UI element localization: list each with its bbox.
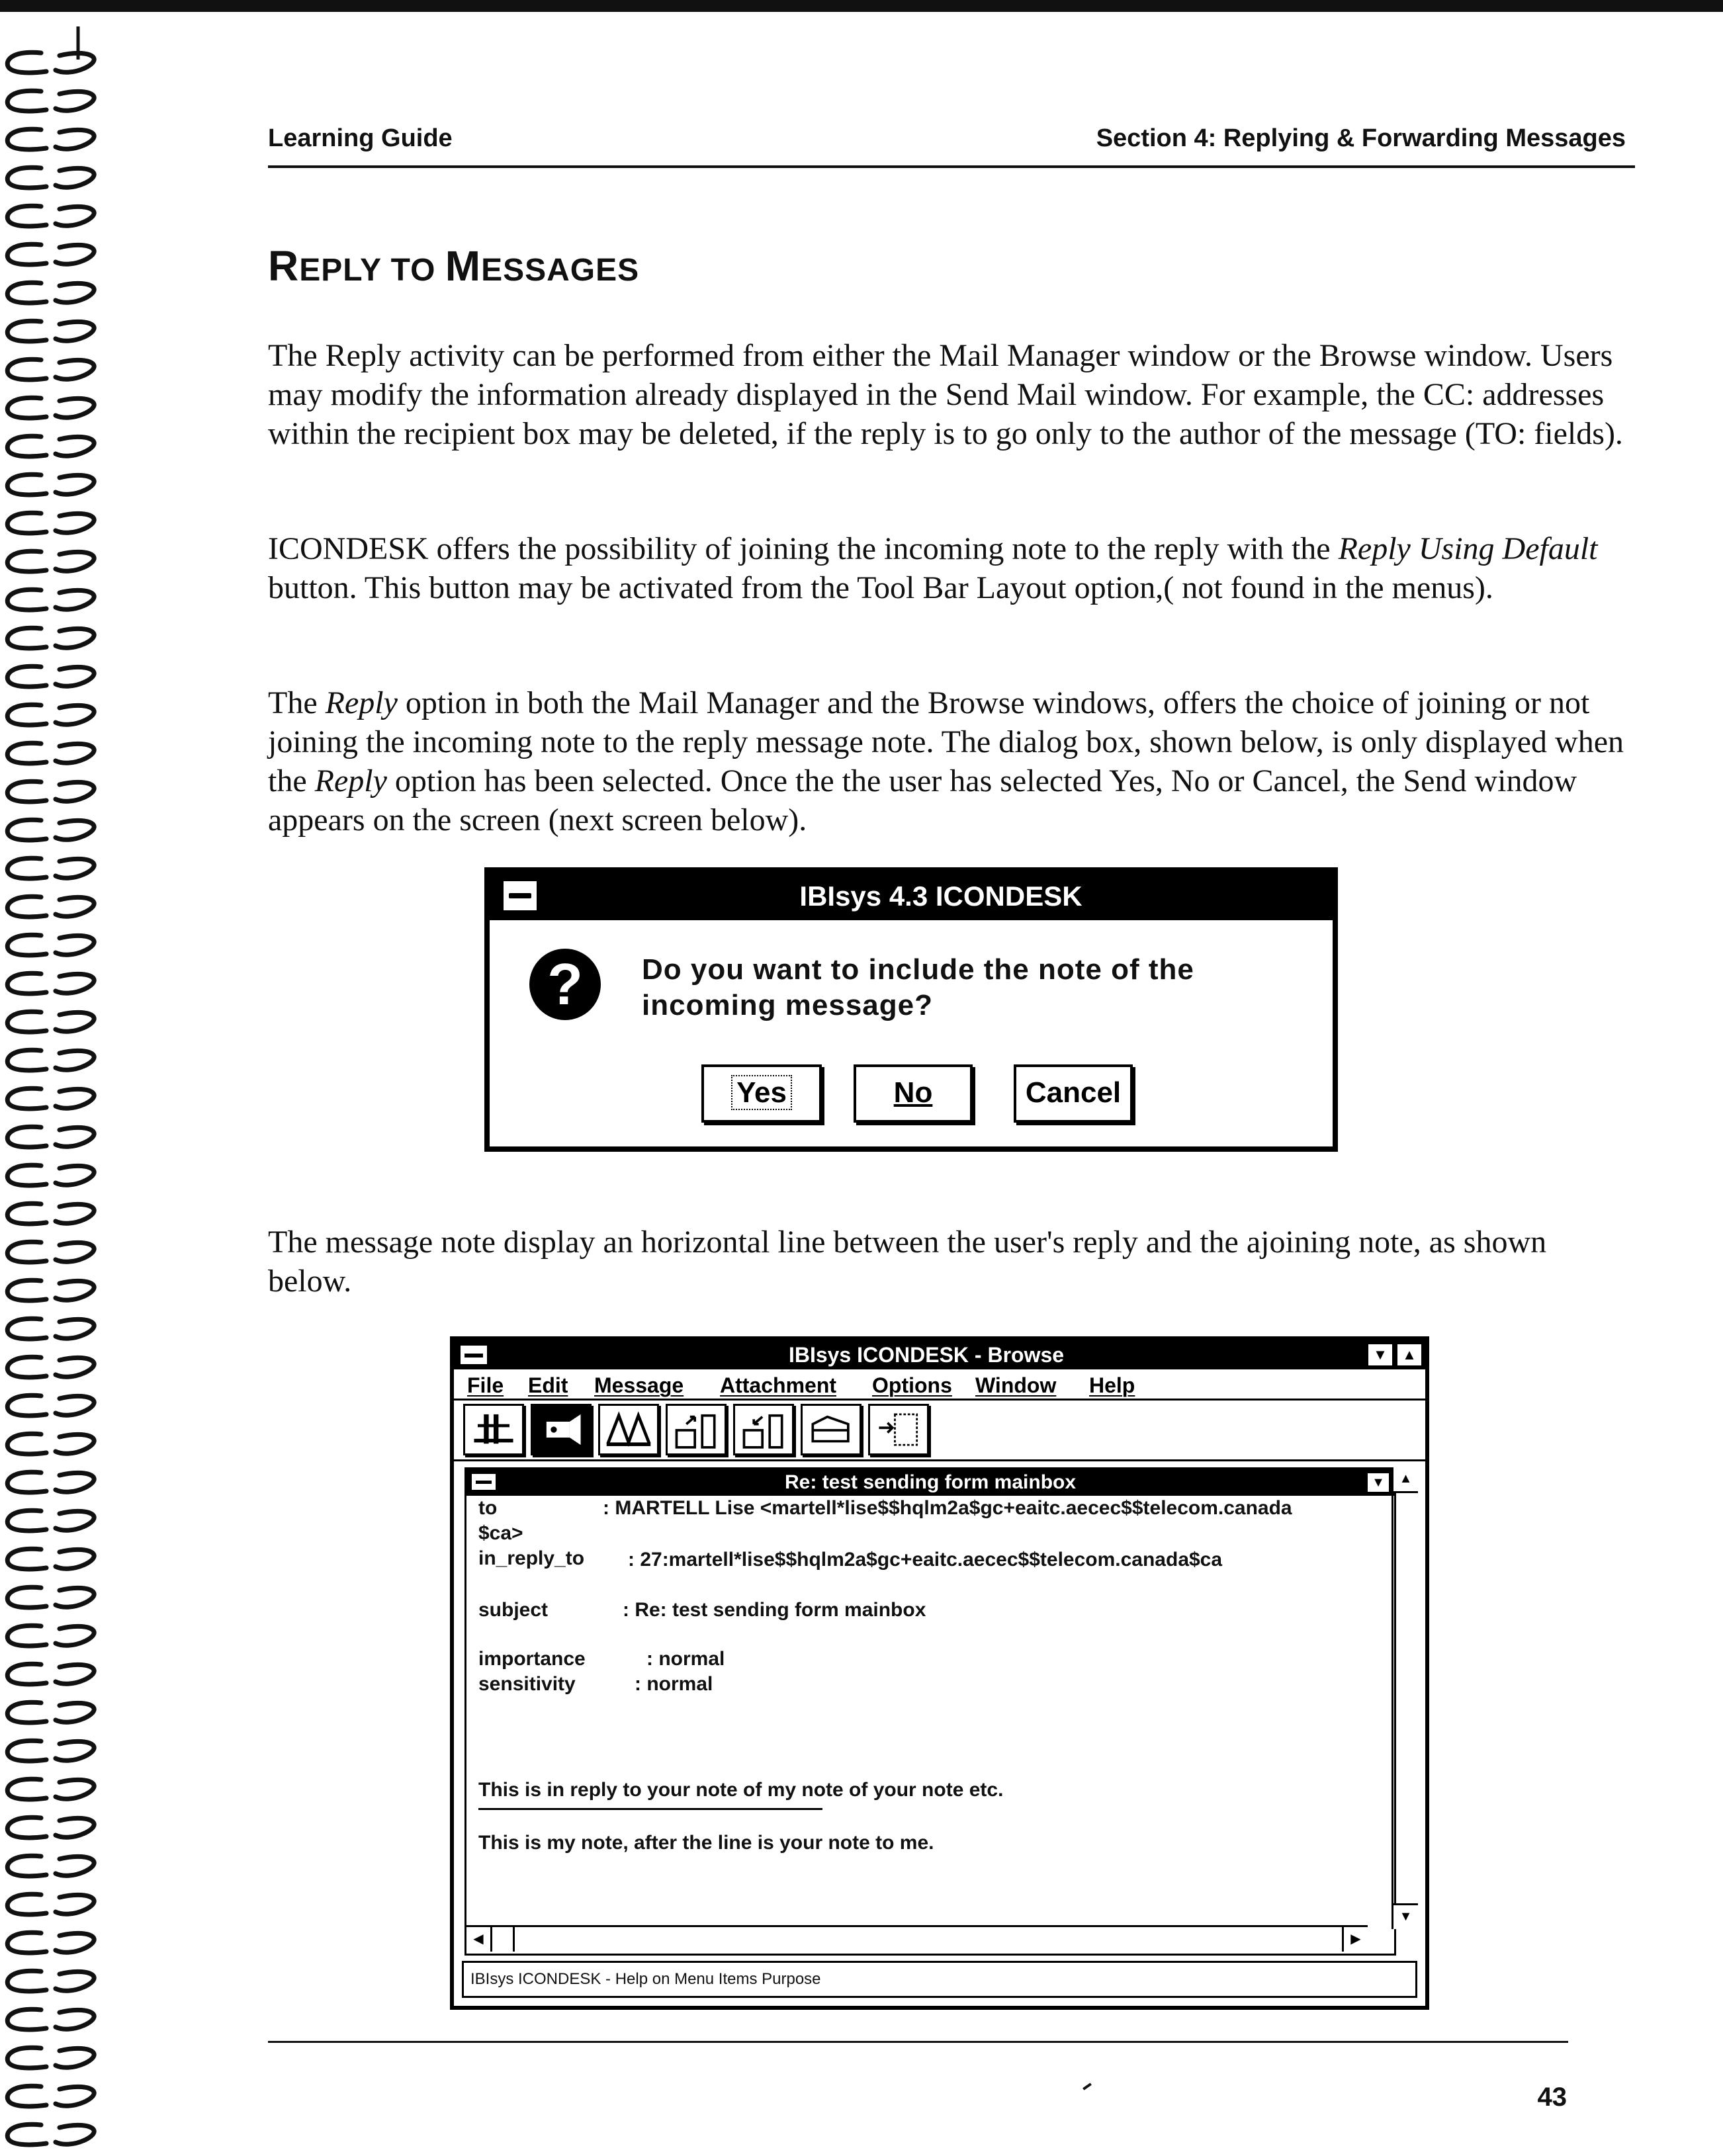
message-body[interactable] [478, 1496, 1368, 1927]
spiral-coil [7, 436, 94, 456]
to-value-continued: $ca> [478, 1522, 523, 1544]
exit-icon[interactable] [463, 1404, 524, 1455]
menu-help[interactable]: Help [1089, 1373, 1135, 1397]
spiral-coil [7, 589, 94, 610]
spiral-coil [7, 666, 94, 687]
spiral-coil [7, 858, 94, 879]
document-title: Re: test sending form mainbox [784, 1471, 1077, 1493]
spiral-coil [7, 820, 94, 840]
spiral-coil [7, 973, 94, 994]
spiral-coil [7, 1434, 94, 1454]
paragraph-3: The Reply option in both the Mail Manager and the Browse windows, offers the choice of joining or not joining the incoming note to the reply message note. The dialog box, shown below, is only displayed when the Reply option has been selected. Once the the user has selected Yes, No or Cancel, the Send window appears on the screen (next screen below). [268, 685, 1624, 838]
spiral-coil [7, 91, 94, 111]
in-reply-to-label: in_reply_to [478, 1547, 585, 1569]
spiral-coil [7, 896, 94, 917]
status-bar: IBIsys ICONDESK - Help on Menu Items Purpose [462, 1961, 1417, 1998]
spiral-coil [7, 705, 94, 725]
document-titlebar [466, 1469, 1394, 1496]
document-system-menu-icon[interactable] [470, 1473, 497, 1491]
header-rule [268, 165, 1635, 168]
spiral-coil [7, 1549, 94, 1569]
top-edge-bar [0, 0, 1723, 12]
horizontal-scrollbar[interactable] [466, 1925, 1368, 1954]
spiral-coil [7, 1395, 94, 1416]
scroll-down-icon[interactable]: ▼ [1393, 1903, 1418, 1929]
minimize-icon[interactable]: ▼ [1367, 1343, 1393, 1367]
spiral-coil [7, 1817, 94, 1838]
spiral-coil [7, 2048, 94, 2068]
menu-attachment[interactable]: Attachment [720, 1373, 837, 1397]
spiral-coil [7, 1894, 94, 1915]
page-title: REPLY TO MESSAGES [268, 242, 640, 290]
sensitivity-label: sensitivity [478, 1673, 576, 1695]
vertical-scrollbar[interactable] [1392, 1467, 1420, 1929]
spiral-coil [7, 1203, 94, 1224]
dialog-system-menu-icon[interactable] [502, 879, 539, 912]
spiral-coil [7, 129, 94, 150]
spiral-coil [7, 1856, 94, 1876]
spiral-coil [7, 2009, 94, 2030]
spiral-coil [7, 1280, 94, 1301]
reply-icon[interactable] [531, 1404, 592, 1455]
folder-icon[interactable] [801, 1404, 862, 1455]
spiral-coil [7, 1127, 94, 1147]
importance-value: : normal [646, 1648, 725, 1670]
dialog-title: IBIsys 4.3 ICONDESK [799, 881, 1082, 912]
horizontal-scroll-thumb[interactable] [493, 1927, 515, 1952]
book-icon[interactable] [598, 1404, 659, 1455]
scroll-left-icon[interactable]: ◀ [466, 1927, 492, 1952]
spiral-coil [7, 1779, 94, 1799]
document-minimize-icon[interactable]: ▼ [1366, 1472, 1390, 1493]
sensitivity-value: : normal [635, 1673, 713, 1695]
spiral-coil [7, 1050, 94, 1070]
importance-label: importance [478, 1648, 586, 1670]
toolbar [454, 1399, 1425, 1461]
reply-dialog [484, 867, 1338, 1152]
spiral-coil [7, 1702, 94, 1723]
note-text: This is my note, after the line is your note to me. [478, 1832, 934, 1854]
spiral-coil [7, 1472, 94, 1492]
browse-titlebar [454, 1340, 1425, 1369]
to-label: to [478, 1497, 498, 1519]
menu-file[interactable]: File [467, 1373, 504, 1397]
spiral-coil [7, 935, 94, 955]
spiral-coil [7, 1318, 94, 1339]
spiral-coil [7, 398, 94, 418]
spiral-coil [7, 1242, 94, 1262]
spiral-coil [7, 1971, 94, 1991]
spiral-coil [7, 474, 94, 495]
footer-rule [268, 2041, 1568, 2043]
spiral-coil [7, 167, 94, 188]
reply-text: This is in reply to your note of my note of your note etc. [478, 1779, 1004, 1801]
spiral-coil [7, 1664, 94, 1684]
menu-edit[interactable]: Edit [528, 1373, 568, 1397]
no-button[interactable]: No [854, 1064, 973, 1123]
subject-value: : Re: test sending form mainbox [623, 1599, 926, 1621]
spiral-binding [0, 0, 99, 2156]
spiral-coil [7, 321, 94, 341]
attach-icon[interactable] [868, 1404, 929, 1455]
menu-bar [454, 1369, 1425, 1401]
spiral-coil [7, 1741, 94, 1761]
spiral-coil [7, 52, 94, 73]
browse-system-menu-icon[interactable] [459, 1344, 488, 1365]
question-icon: ? [529, 949, 601, 1020]
menu-window[interactable]: Window [975, 1373, 1057, 1397]
note-divider-line [478, 1808, 822, 1810]
scroll-up-icon[interactable]: ▲ [1393, 1467, 1418, 1493]
scroll-right-icon[interactable]: ▶ [1342, 1927, 1368, 1952]
send-icon[interactable] [666, 1404, 727, 1455]
spiral-coil [7, 206, 94, 226]
page-number: 43 [1537, 2083, 1567, 2112]
spiral-coil [7, 513, 94, 533]
message-document-window [464, 1467, 1396, 1956]
cancel-button[interactable]: Cancel [1014, 1064, 1133, 1123]
spiral-coil [7, 1012, 94, 1032]
pencil-mark [1082, 2083, 1092, 2090]
spiral-coil [7, 1587, 94, 1608]
running-header-right: Section 4: Replying & Forwarding Messages [1096, 124, 1626, 152]
receive-icon[interactable] [733, 1404, 794, 1455]
spiral-coil [7, 2086, 94, 2106]
spiral-coil [7, 1510, 94, 1531]
to-value: : MARTELL Lise <martell*lise$$hqlm2a$gc+eaitc.aecec$$telecom.canada [603, 1497, 1292, 1519]
dialog-message: Do you want to include the note of the incoming message? [642, 953, 1194, 1021]
spiral-coil [7, 1165, 94, 1186]
spiral-coil [7, 743, 94, 763]
yes-button[interactable]: Yes [701, 1064, 822, 1123]
menu-options[interactable]: Options [872, 1373, 952, 1397]
browse-window [450, 1336, 1429, 2010]
spiral-coil [7, 781, 94, 802]
in-reply-to-value: : 27:martell*lise$$hqlm2a$gc+eaitc.aecec$$telecom.canada$ca [628, 1549, 1223, 1571]
maximize-icon[interactable]: ▲ [1396, 1343, 1423, 1367]
running-header-left: Learning Guide [268, 124, 453, 152]
spiral-coil [7, 244, 94, 265]
spiral-coil [7, 1088, 94, 1109]
paragraph-1: The Reply activity can be performed from either the Mail Manager window or the Browse window. Users may modify the information already displayed in the Send Mail window. For example, the CC: addresses within the recipient box may be deleted, if the reply is to go only to the author of the message (TO: fields). [268, 338, 1623, 451]
spiral-coil [7, 359, 94, 380]
spiral-coil [7, 1625, 94, 1646]
menu-message[interactable]: Message [594, 1373, 684, 1397]
paragraph-2: ICONDESK offers the possibility of joining the incoming note to the reply with the Reply Using Default button. This button may be activated from the Tool Bar Layout option,( not found in the menus). [268, 531, 1598, 605]
spiral-coil [7, 551, 94, 572]
spiral-coil [7, 1357, 94, 1377]
spiral-coil [7, 2124, 94, 2145]
spiral-coil [7, 282, 94, 303]
paragraph-4: The message note display an horizontal line between the user's reply and the ajoining note, as shown below. [268, 1225, 1547, 1299]
browse-title: IBIsys ICONDESK - Browse [788, 1343, 1065, 1367]
spiral-coil [7, 628, 94, 648]
dialog-titlebar [490, 873, 1333, 920]
subject-label: subject [478, 1599, 549, 1621]
spiral-coil [7, 1932, 94, 1953]
